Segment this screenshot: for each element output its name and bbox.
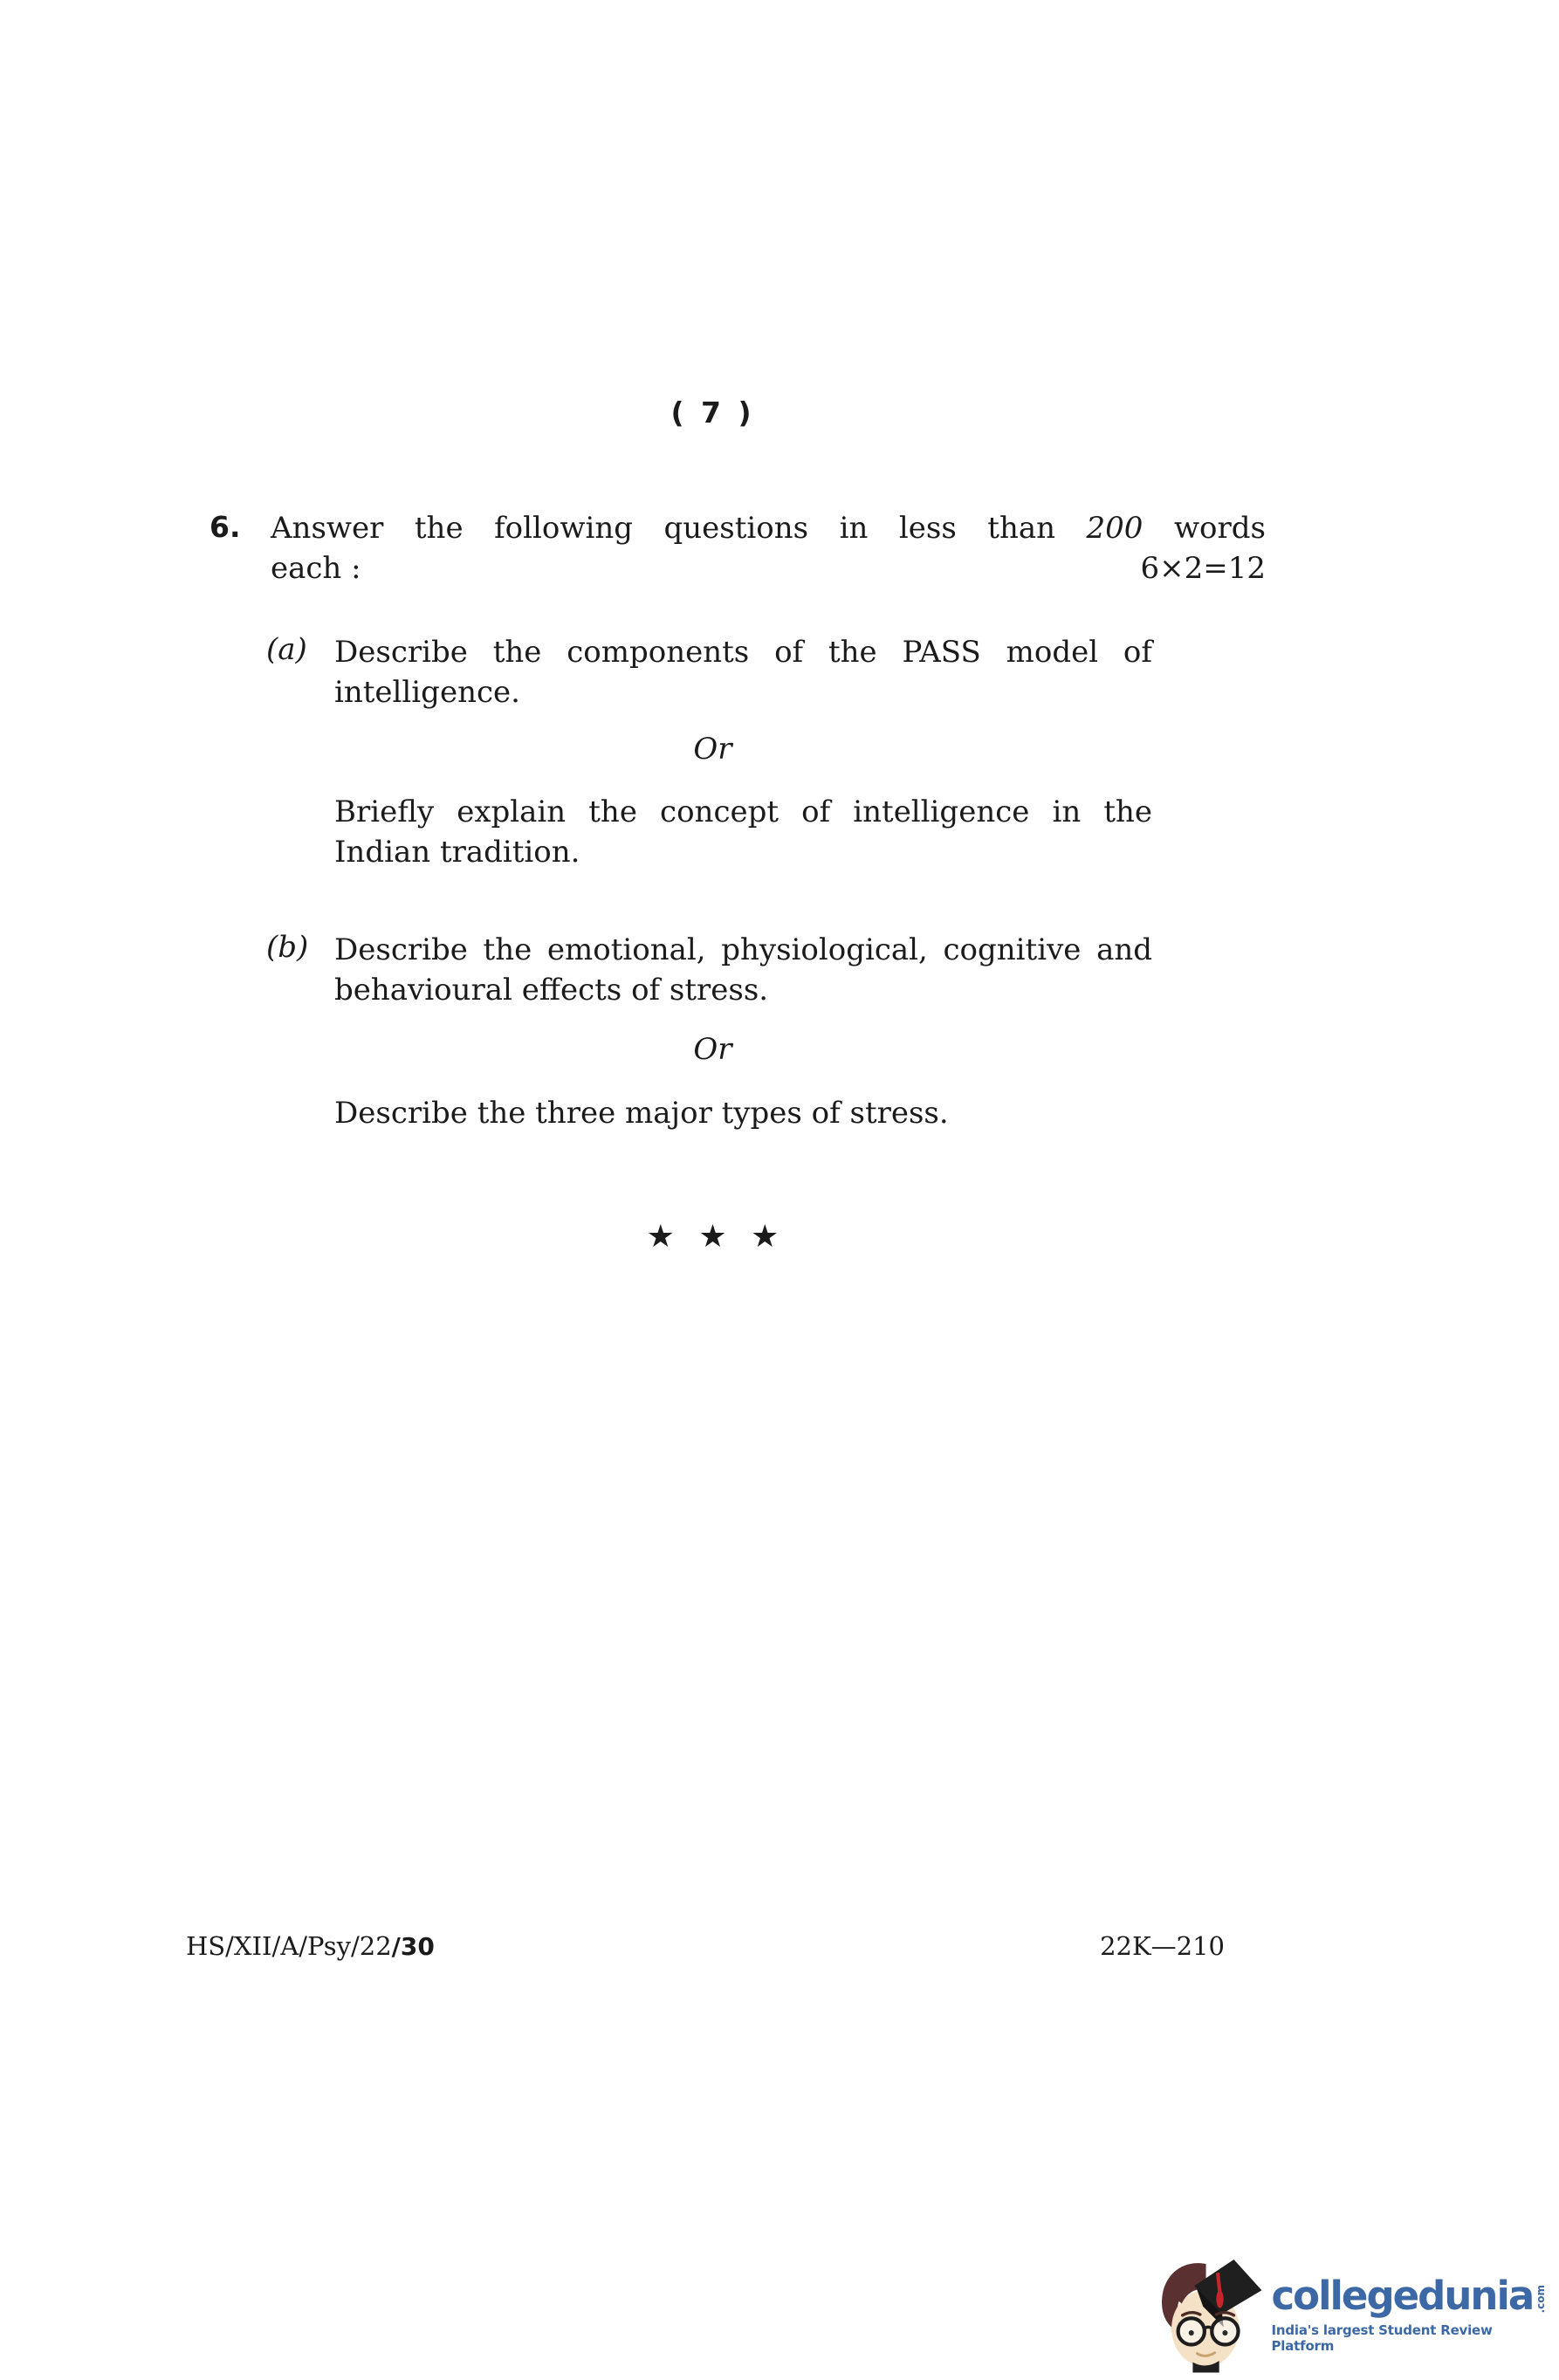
end-of-paper-stars: ★ ★ ★	[646, 1219, 780, 1255]
sub-question-b-line-1: Describe the emotional, physiological, cognitive and	[334, 932, 1152, 967]
collegedunia-domain: .com	[1535, 2285, 1548, 2314]
sub-question-b-alt-line-1: Describe the three major types of stress.	[334, 1096, 949, 1131]
paper-code-total-marks: /30	[391, 1932, 435, 1961]
question-6-text-pre: Answer the following questions in less than	[271, 511, 1056, 546]
question-6-line-1	[271, 508, 1266, 548]
question-6-number: 6.	[209, 510, 241, 544]
or-divider-b: Or	[693, 1032, 732, 1067]
sub-question-a-alternative	[334, 792, 1152, 872]
print-code: 22K—210	[1100, 1931, 1225, 1961]
sub-question-b-line-2: behavioural effects of stress.	[334, 973, 769, 1008]
sub-question-b-alternative	[334, 1093, 1152, 1133]
question-6-text-each: each :	[271, 551, 361, 586]
sub-question-a-alt-line-2: Indian tradition.	[334, 835, 580, 870]
question-6-body	[271, 508, 1266, 588]
question-6-text-post: words	[1173, 511, 1266, 546]
question-6-marks: 6×2=12	[1140, 551, 1266, 586]
question-6-word-limit: 200	[1086, 511, 1143, 546]
sub-question-b-marker: (b)	[266, 930, 309, 965]
sub-question-a-line-1: Describe the components of the PASS model of	[334, 635, 1152, 670]
collegedunia-logo-text	[1271, 2272, 1552, 2354]
collegedunia-tagline: India's largest Student Review Platform	[1271, 2322, 1493, 2354]
sub-question-a-line-2: intelligence.	[334, 675, 520, 710]
or-divider-a: Or	[693, 732, 732, 767]
sub-question-a	[334, 632, 1152, 712]
paper-code	[186, 1931, 435, 1961]
question-6-line-2	[271, 548, 1266, 588]
sub-question-a-alt-line-1: Briefly explain the concept of intelligence in the	[334, 794, 1152, 829]
sub-question-b	[334, 930, 1152, 1010]
sub-question-a-marker: (a)	[266, 632, 307, 667]
collegedunia-brand-name: collegedunia	[1271, 2272, 1534, 2319]
collegedunia-mascot-icon	[1149, 2244, 1266, 2377]
page-number: ( 7 )	[670, 396, 755, 430]
collegedunia-logo	[1149, 2240, 1552, 2380]
paper-code-text: HS/XII/A/Psy/22	[186, 1931, 392, 1961]
